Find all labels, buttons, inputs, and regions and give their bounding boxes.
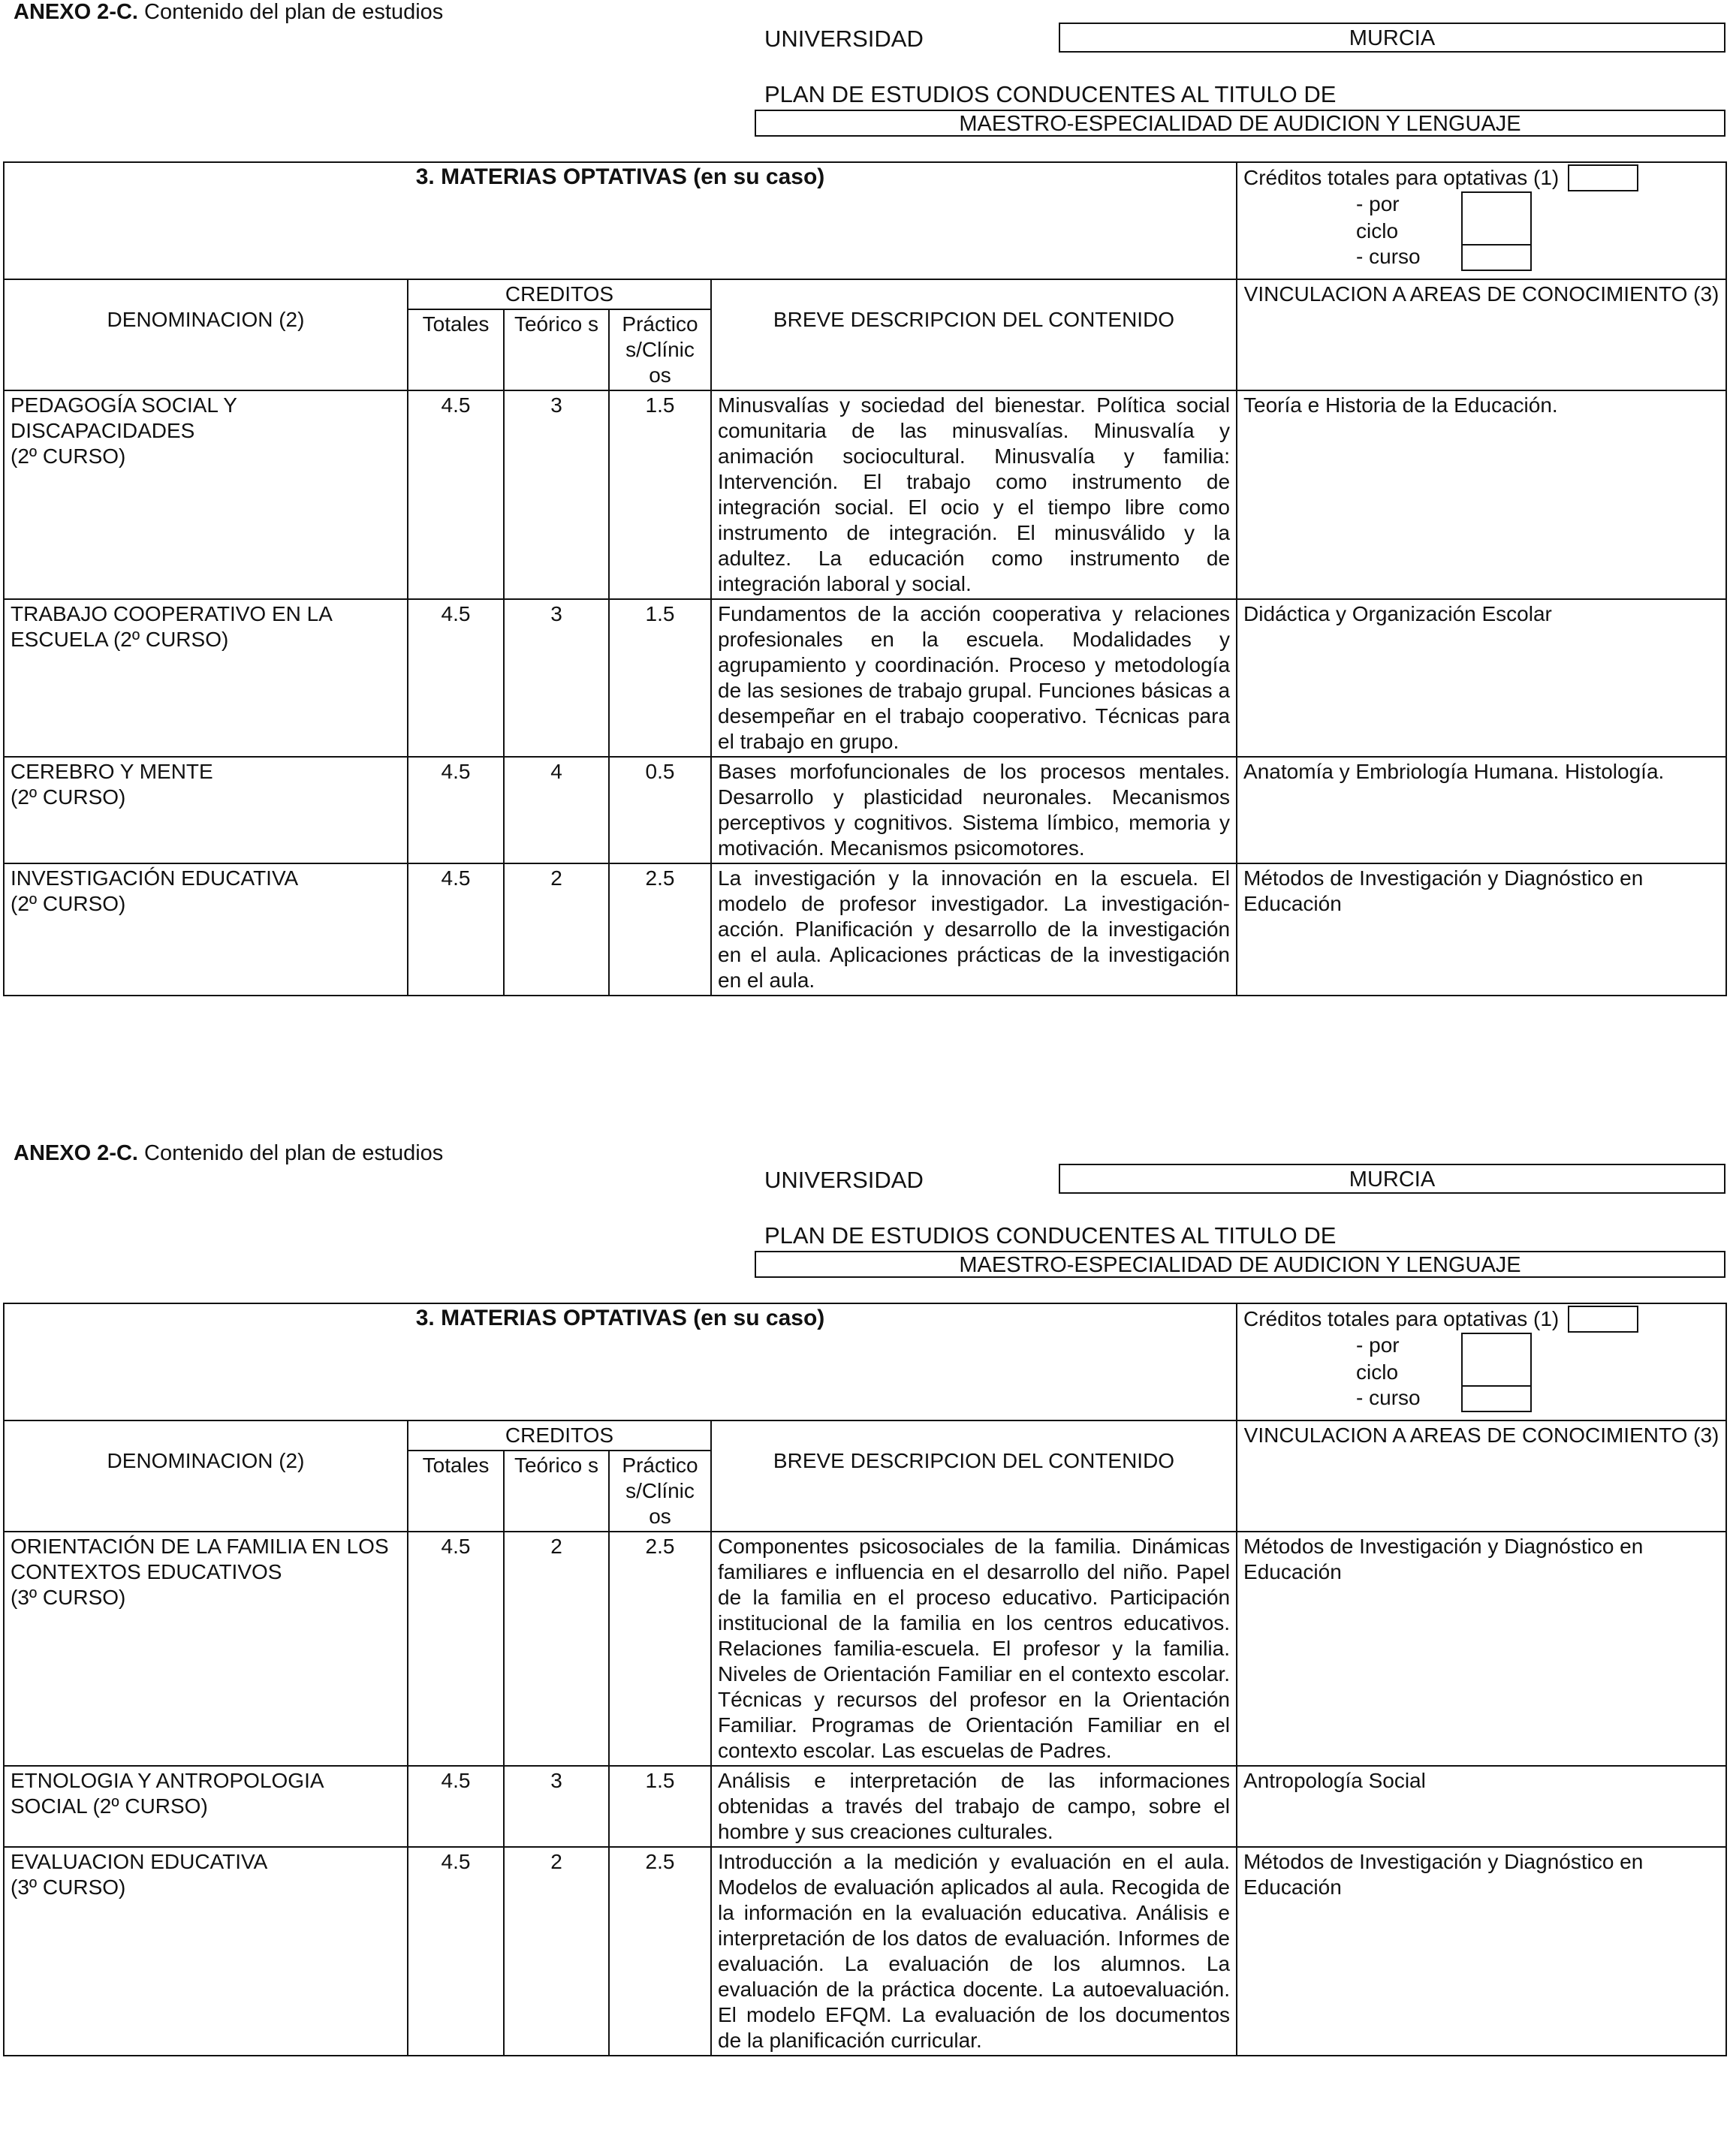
por-label: - por [1356,1333,1400,1357]
titulo-value: MAESTRO-ESPECIALIDAD DE AUDICION Y LENGUAJE [755,110,1725,137]
universidad-label: UNIVERSIDAD [764,1167,924,1193]
table-row [4,1532,1726,1766]
creditos-practicos: 2.5 [609,1847,711,2056]
creditos-practicos: 1.5 [609,390,711,599]
creditos-practicos: 2.5 [609,1532,711,1766]
creditos-teoricos: 3 [504,1766,609,1847]
titulo-value: MAESTRO-ESPECIALIDAD DE AUDICION Y LENGUAJE [755,1251,1725,1278]
materia-name-cell [4,1847,408,2056]
area-conocimiento: Anatomía y Embriología Humana. Histología. [1237,757,1726,863]
col-creditos: CREDITOS [408,1420,711,1451]
materia-description: La investigación y la innovación en la escuela. El modelo de profesor investigador. La investigación-acción. Planificación y desarrollo de la investigación en el aula. Aplicaciones prácticas de la investigación en el aula. [711,863,1237,996]
anexo-label: ANEXO 2-C. [14,0,138,24]
curso-label: - curso [1356,245,1421,268]
creditos-practicos: 1.5 [609,599,711,757]
area-conocimiento: Métodos de Investigación y Diagnóstico en Educación [1237,863,1726,996]
materia-course: (3º CURSO) [11,1875,126,1899]
materia-name: TRABAJO COOPERATIVO EN LA ESCUELA (2º CURSO) [11,602,332,651]
table-title-row [4,1303,1726,1420]
creditos-optativas-cell [1237,162,1726,279]
materia-name: ETNOLOGIA Y ANTROPOLOGIA SOCIAL (2º CURSO) [11,1769,323,1818]
col-teoricos: Teórico s [504,309,609,390]
creditos-teoricos: 3 [504,599,609,757]
materia-course: (2º CURSO) [11,892,126,915]
creditos-teoricos: 4 [504,757,609,863]
universidad-value: MURCIA [1059,23,1725,53]
creditos-practicos: 0.5 [609,757,711,863]
materia-description: Análisis e interpretación de las informaciones obtenidas a través del trabajo de campo, sobre el hombre y sus creaciones culturales. [711,1766,1237,1847]
section-title: 3. MATERIAS OPTATIVAS (en su caso) [4,1303,1237,1420]
table-title-row [4,162,1726,279]
materia-name-cell [4,599,408,757]
plan-label: PLAN DE ESTUDIOS CONDUCENTES AL TITULO DE [764,81,1337,107]
table-row [4,1847,1726,2056]
ciclo-label: ciclo [1356,219,1399,243]
creditos-totales: 4.5 [408,863,504,996]
materia-name-cell [4,863,408,996]
creditos-totales: 4.5 [408,1847,504,2056]
materia-course: (2º CURSO) [11,444,126,468]
col-vinculacion: VINCULACION A AREAS DE CONOCIMIENTO (3) [1237,279,1726,390]
creditos-totales: 4.5 [408,757,504,863]
creditos-totales: 4.5 [408,1766,504,1847]
universidad-value: MURCIA [1059,1164,1725,1194]
anexo-text: Contenido del plan de estudios [137,0,444,24]
creditos-teoricos: 2 [504,863,609,996]
materias-table [3,1303,1727,2056]
anexo-text: Contenido del plan de estudios [137,1141,444,1165]
area-conocimiento: Métodos de Investigación y Diagnóstico en Educación [1237,1532,1726,1766]
col-totales: Totales [408,1451,504,1532]
col-descripcion: BREVE DESCRIPCION DEL CONTENIDO [711,1420,1237,1532]
creditos-totales-box [1568,1306,1638,1333]
col-descripcion: BREVE DESCRIPCION DEL CONTENIDO [711,279,1237,390]
creditos-totales: 4.5 [408,599,504,757]
column-header-row [4,1420,1726,1451]
area-conocimiento: Teoría e Historia de la Educación. [1237,390,1726,599]
por-ciclo-box [1461,191,1532,218]
col-creditos: CREDITOS [408,279,711,309]
col-teoricos: Teórico s [504,1451,609,1532]
creditos-totales-box [1568,164,1638,191]
curso-box [1461,1385,1532,1412]
col-practicos: Práctico s/Clínic os [609,309,711,390]
anexo-label: ANEXO 2-C. [14,1141,138,1165]
area-conocimiento: Didáctica y Organización Escolar [1237,599,1726,757]
materia-course: (3º CURSO) [11,1586,126,1609]
ciclo-label: ciclo [1356,1360,1399,1384]
col-denominacion: DENOMINACION (2) [4,279,408,390]
por-ciclo-box [1461,1333,1532,1360]
table-row [4,1766,1726,1847]
materia-name: CEREBRO Y MENTE [11,760,213,783]
materia-name-cell [4,390,408,599]
materia-description: Introducción a la medición y evaluación en el aula. Modelos de evaluación aplicados al aula. Recogida de la información en la evaluación educativa. Análisis e interpretación de los datos de evaluación. Informes de evaluación. La evaluación de los alumnos. La evaluación de la práctica docente. La autoevaluación. El modelo EFQM. La evaluación de los documentos de la planificación curricular. [711,1847,1237,2056]
por-label: - por [1356,192,1400,215]
materia-name-cell [4,1532,408,1766]
universidad-label: UNIVERSIDAD [764,26,924,52]
creditos-totales-label: Créditos totales para optativas (1) [1243,1307,1560,1330]
materia-description: Fundamentos de la acción cooperativa y relaciones profesionales en la escuela. Modalidades y agrupamiento y coordinación. Proceso y metodología de las sesiones de trabajo grupal. Funciones básicas a desempeñar en el trabajo cooperativo. Técnicas para el trabajo en grupo. [711,599,1237,757]
plan-label: PLAN DE ESTUDIOS CONDUCENTES AL TITULO DE [764,1222,1337,1249]
col-totales: Totales [408,309,504,390]
creditos-optativas-cell [1237,1303,1726,1420]
materia-description: Bases morfofuncionales de los procesos mentales. Desarrollo y plasticidad neuronales. Mecanismos perceptivos y cognitivos. Sistema límbico, memoria y motivación. Mecanismos psicomotores. [711,757,1237,863]
table-row [4,863,1726,996]
area-conocimiento: Métodos de Investigación y Diagnóstico en Educación [1237,1847,1726,2056]
anexo-heading [14,0,443,25]
table-row [4,757,1726,863]
materia-name: ORIENTACIÓN DE LA FAMILIA EN LOS CONTEXTOS EDUCATIVOS [11,1535,389,1583]
creditos-totales: 4.5 [408,390,504,599]
creditos-teoricos: 3 [504,390,609,599]
materia-name-cell [4,1766,408,1847]
creditos-teoricos: 2 [504,1532,609,1766]
col-denominacion: DENOMINACION (2) [4,1420,408,1532]
table-row [4,599,1726,757]
creditos-practicos: 2.5 [609,863,711,996]
creditos-teoricos: 2 [504,1847,609,2056]
curso-label: - curso [1356,1386,1421,1409]
creditos-totales: 4.5 [408,1532,504,1766]
section-title: 3. MATERIAS OPTATIVAS (en su caso) [4,162,1237,279]
creditos-totales-label: Créditos totales para optativas (1) [1243,166,1560,189]
creditos-practicos: 1.5 [609,1766,711,1847]
col-vinculacion: VINCULACION A AREAS DE CONOCIMIENTO (3) [1237,1420,1726,1532]
materia-name: INVESTIGACIÓN EDUCATIVA [11,866,299,890]
materia-name: PEDAGOGÍA SOCIAL Y DISCAPACIDADES [11,393,237,442]
column-header-row [4,279,1726,309]
materia-description: Minusvalías y sociedad del bienestar. Política social comunitaria de las minusvalías. Minusvalía y animación sociocultural. Minusvalía y familia: Intervención. El trabajo como instrumento de integración social. El ocio y el tiempo libre como instrumento de integración. El minusválido y la adultez. La educación como instrumento de integración laboral y social. [711,390,1237,599]
materia-course: (2º CURSO) [11,785,126,809]
table-row [4,390,1726,599]
materia-description: Componentes psicosociales de la familia. Dinámicas familiares e influencia en el desarrollo del niño. Papel de la familia en el proceso educativo. Participación institucional de la familia en los centros educativos. Relaciones familia-escuela. El profesor y la familia. Niveles de Orientación Familiar en el contexto escolar. Técnicas y recursos del profesor en la Orientación Familiar. Programas de Orientación Familiar en el contexto escolar. Las escuelas de Padres. [711,1532,1237,1766]
materia-name-cell [4,757,408,863]
col-practicos: Práctico s/Clínic os [609,1451,711,1532]
curso-box [1461,244,1532,271]
materias-table [3,161,1727,996]
anexo-heading [14,1141,443,1166]
materia-name: EVALUACION EDUCATIVA [11,1850,268,1873]
area-conocimiento: Antropología Social [1237,1766,1726,1847]
